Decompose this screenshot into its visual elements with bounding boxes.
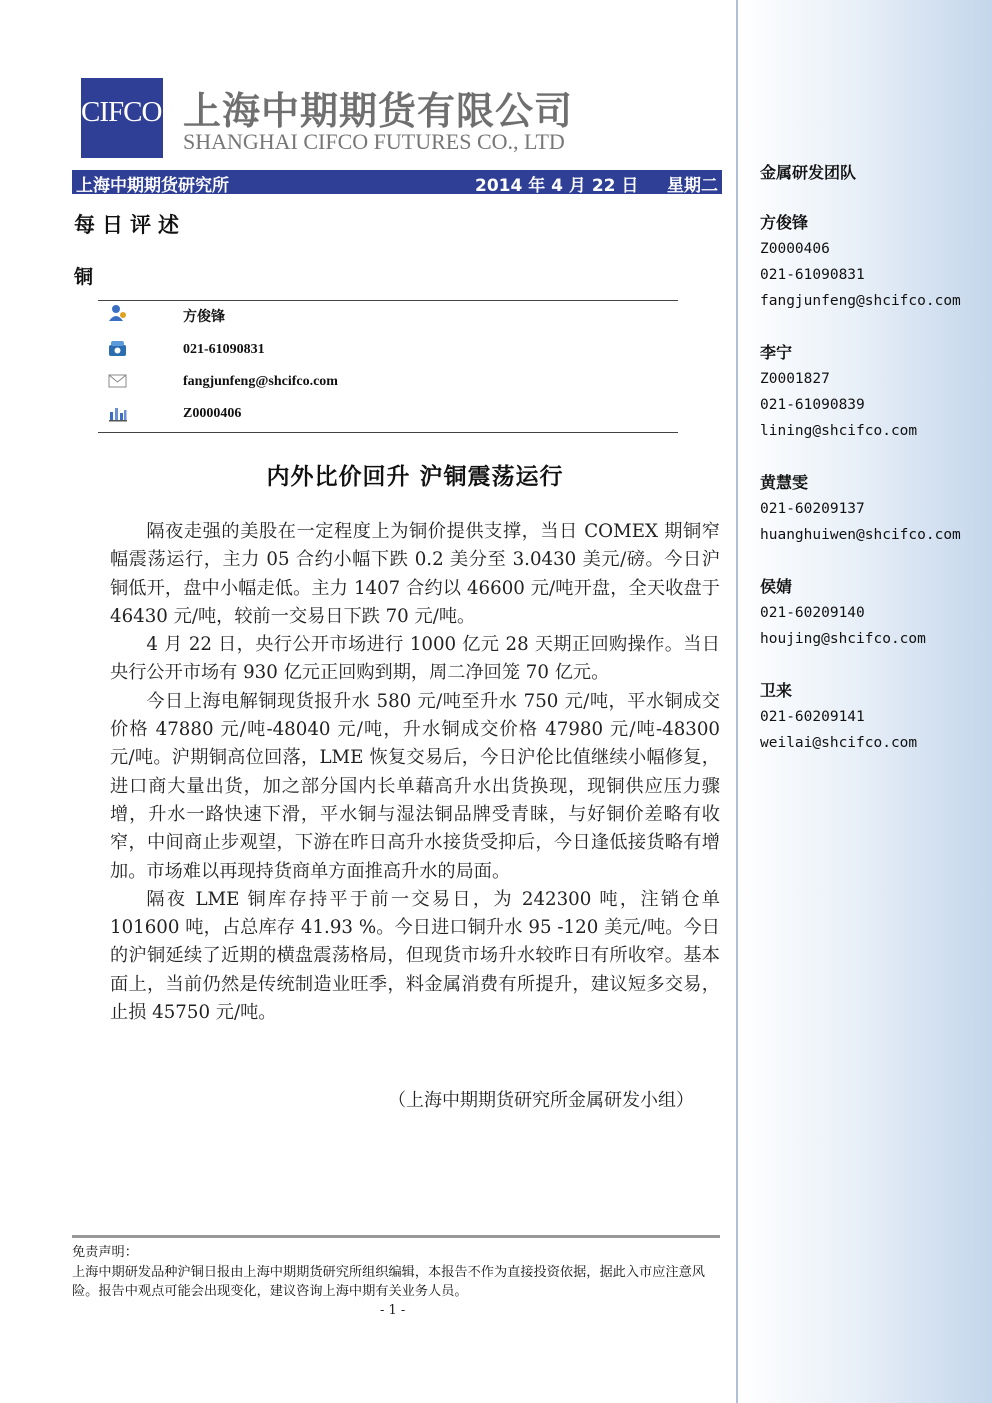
section-title: 每日评述 — [74, 213, 186, 237]
member-email[interactable]: fangjunfeng@shcifco.com — [760, 293, 961, 309]
member-name: 黄慧雯 — [760, 473, 809, 492]
paragraph: 4 月 22 日，央行公开市场进行 1000 亿元 28 天期正回购操作。当日央行公开市场有 930 亿元正回购到期，周二净回笼 70 亿元。 — [110, 634, 720, 684]
member-license: Z0001827 — [760, 371, 830, 387]
category-title: 铜 — [74, 266, 94, 288]
page-number: - 1 - — [380, 1303, 406, 1318]
disclaimer — [72, 1243, 722, 1302]
member-phone: 021-61090839 — [760, 397, 865, 413]
header-bar — [72, 170, 722, 194]
team-sidebar — [736, 0, 992, 1403]
contact-phone: 021-61090831 — [183, 342, 265, 357]
paragraph: 隔夜 LME 铜库存持平于前一交易日，为 242300 吨，注销仓单 101600 吨，占总库存 41.93 %。今日进口铜升水 95 -120 美元/吨。今日的沪铜延续了近期的横盘震荡格局，但现货市场升水较昨日有所收窄。基本面上，当前仍然是传统制造业旺季，料金属消费有所提升，建议短多交易，止损 45750 元/吨。 — [110, 888, 720, 1024]
contact-bottom-rule — [98, 432, 678, 433]
sidebar-title: 金属研发团队 — [760, 163, 857, 182]
member-email[interactable]: weilai@shcifco.com — [760, 735, 918, 751]
mail-icon — [108, 372, 128, 390]
member-email[interactable]: lining@shcifco.com — [760, 423, 918, 439]
member-email[interactable]: huanghuiwen@shcifco.com — [760, 527, 961, 543]
member-phone: 021-60209137 — [760, 501, 865, 517]
member-license: Z0000406 — [760, 241, 830, 257]
member-name: 方俊锋 — [760, 213, 809, 232]
member-name: 李宁 — [760, 343, 793, 362]
company-name-cn: 上海中期期货有限公司 — [183, 89, 574, 133]
sidebar-member — [760, 340, 917, 444]
report-weekday: 星期二 — [667, 176, 718, 196]
signature: （上海中期期货研究所金属研发小组） — [388, 1090, 694, 1111]
logo-text: CIFCO — [81, 96, 162, 128]
person-icon — [108, 304, 128, 322]
report-date: 2014 年 4 月 22 日 — [475, 176, 639, 196]
member-phone: 021-60209141 — [760, 709, 865, 725]
member-phone: 021-61090831 — [760, 267, 865, 283]
company-name-en: SHANGHAI CIFCO FUTURES CO., LTD — [183, 129, 565, 154]
paragraph: 今日上海电解铜现货报升水 580 元/吨至升水 750 元/吨，平水铜成交价格 47880 元/吨-48040 元/吨，升水铜成交价格 47980 元/吨-48300 元/吨。沪期铜高位回落，LME 恢复交易后，今日沪伦比值继续小幅修复，进口商大量出货，加之部分国内长单藉高升水出货换现，现铜供应压力骤增，升水一路快速下滑，平水铜与湿法铜品牌受青睐，与好铜价差略有收窄，中间商止步观望，下游在昨日高升水接货受抑后，今日逢低接货略有增加。市场难以再现持货商单方面推高升水的局面。 — [110, 690, 720, 882]
phone-icon — [108, 340, 128, 358]
footer-rule — [72, 1235, 720, 1238]
chart-icon — [108, 404, 128, 422]
contact-email[interactable]: fangjunfeng@shcifco.com — [183, 374, 338, 389]
contact-top-rule — [98, 300, 678, 301]
contact-license: Z0000406 — [183, 406, 242, 421]
disclaimer-title: 免责声明： — [72, 1245, 138, 1260]
contact-name: 方俊锋 — [183, 310, 225, 325]
article-headline: 内外比价回升 沪铜震荡运行 — [266, 464, 564, 490]
sidebar-member — [760, 210, 961, 314]
sidebar-member — [760, 678, 917, 756]
paragraph: 隔夜走强的美股在一定程度上为铜价提供支撑，当日 COMEX 期铜窄幅震荡运行，主力 05 合约小幅下跌 0.2 美分至 3.0430 美元/磅。今日沪铜低开，盘中小幅走低。主力 1407 合约以 46600 元/吨开盘，全天收盘于 46430 元/吨，较前一交易日下跌 70 元/吨。 — [110, 521, 720, 627]
member-phone: 021-60209140 — [760, 605, 865, 621]
sidebar-member — [760, 574, 926, 652]
disclaimer-text: 上海中期研发品种沪铜日报由上海中期期货研究所组织编辑，本报告不作为直接投资依据，据此入市应注意风险。报告中观点可能会出现变化，建议咨询上海中期有关业务人员。 — [72, 1264, 705, 1299]
member-name: 侯婧 — [760, 577, 793, 596]
article-body — [110, 518, 720, 1027]
member-name: 卫来 — [760, 681, 793, 700]
member-email[interactable]: houjing@shcifco.com — [760, 631, 926, 647]
institute-name: 上海中期期货研究所 — [76, 176, 229, 196]
